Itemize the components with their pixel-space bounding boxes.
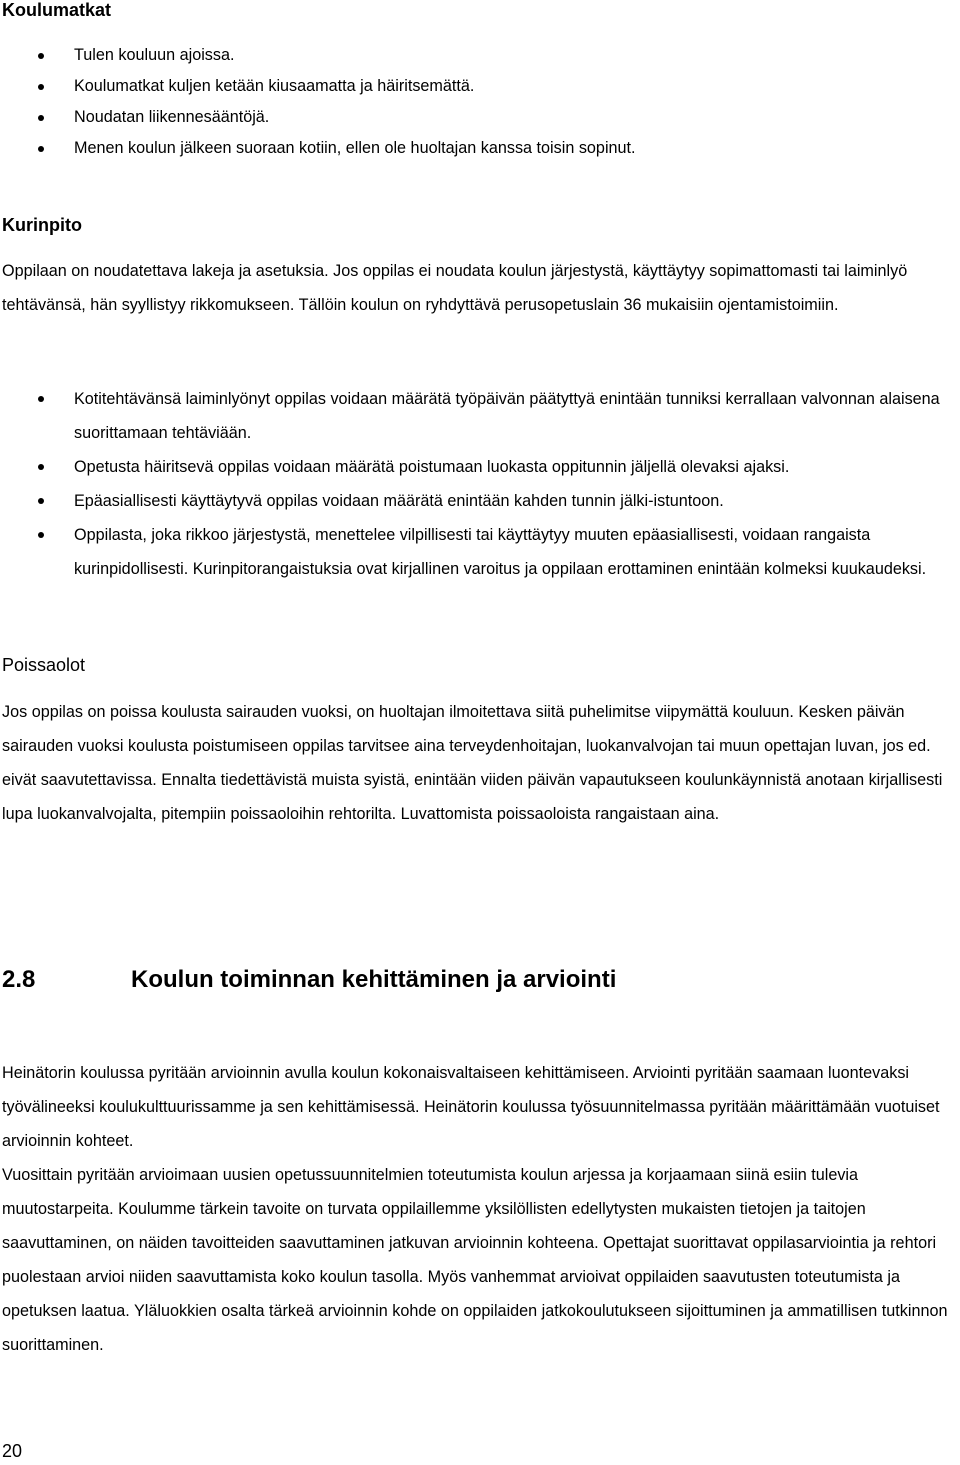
list-item: Noudatan liikennesääntöjä. (0, 102, 960, 133)
kurinpito-list (0, 382, 960, 586)
koulumatkat-list (0, 40, 960, 164)
bullet-icon (38, 464, 44, 470)
list-item: Kotitehtävänsä laiminlyönyt oppilas voidaan määrätä työpäivän päätyttyä enintään tunniksi kerrallaan valvonnan alaisena suorittamaan tehtäviään. (0, 382, 960, 450)
page-number: 20 (2, 1441, 23, 1461)
list-item: Tulen kouluun ajoissa. (0, 40, 960, 71)
section-paragraph-1: Heinätorin koulussa pyritään arvioinnin avulla koulun kokonaisvaltaiseen kehittämiseen. Arviointi pyritään saamaan luontevaksi työvälineeksi koulukulttuurissamme ja sen kehittämisessä. Heinätorin koulussa työsuunnitelmassa pyritään määrittämään vuotuiset arvioinnin kohteet. (2, 1064, 940, 1150)
heading-kurinpito: Kurinpito (2, 215, 82, 235)
list-item: Koulumatkat kuljen ketään kiusaamatta ja häiritsemättä. (0, 71, 960, 102)
bullet-icon (38, 84, 44, 90)
kurinpito-intro: Oppilaan on noudatettava lakeja ja asetuksia. Jos oppilas ei noudata koulun järjestystä, käyttäytyy sopimattomasti tai laiminlyö tehtävänsä, hän syyllistyy rikkomukseen. Tällöin koulun on ryhdyttävä perusopetuslain 36 mukaisiin ojentamistoimiin. (2, 262, 908, 314)
list-item: Opetusta häiritsevä oppilas voidaan määrätä poistumaan luokasta oppitunnin jäljellä olevaksi ajaksi. (0, 450, 960, 484)
bullet-icon (38, 396, 44, 402)
list-item: Oppilasta, joka rikkoo järjestystä, menettelee vilpillisesti tai käyttäytyy muuten epäasiallisesti, voidaan rangaista kurinpidollisesti. Kurinpitorangaistuksia ovat kirjallinen varoitus ja oppilaan erottaminen enintään kolmeksi kuukaudeksi. (0, 518, 960, 586)
poissaolot-text: Jos oppilas on poissa koulusta sairauden vuoksi, on huoltajan ilmoitettava siitä puhelimitse viipymättä kouluun. Kesken päivän sairauden vuoksi koulusta poistumiseen oppilas tarvitsee aina terveydenhoitajan, luokanvalvojan tai muun opettajan luvan, jos ed. eivät saavutettavissa. Ennalta tiedettävistä muista syistä, enintään viiden päivän vapautukseen koulunkäynnistä anotaan kirjallisesti lupa luokanvalvojalta, pitempiin poissaoloihin rehtorilta. Luvattomista poissaoloista rangaistaan aina. (2, 703, 943, 823)
heading-poissaolot: Poissaolot (2, 655, 86, 675)
bullet-icon (38, 53, 44, 59)
section-paragraph-2: Vuosittain pyritään arvioimaan uusien opetussuunnitelmien toteutumista koulun arjessa ja korjaamaan siinä esiin tulevia muutostarpeita. Koulumme tärkein tavoite on turvata oppilaillemme yksilöllisten edellytysten mukaisten tietojen ja taitojen saavuttaminen, on näiden tavoitteiden saavuttaminen jatkuvan arvioinnin kohteena. Opettajat suorittavat oppilasarviointia ja rehtori puolestaan arvioi niiden saavuttamista koko koulun tasolla. Myös vanhemmat arvioivat oppilaiden saavutusten toteutumista ja opetuksen laatua. Yläluokkien osalta tärkeä arvioinnin kohde on oppilaiden jatkokoulutukseen sijoittuminen ja ammatillisen tutkinnon suorittaminen. (2, 1166, 948, 1354)
bullet-icon (38, 498, 44, 504)
list-item: Menen koulun jälkeen suoraan kotiin, ellen ole huoltajan kanssa toisin sopinut. (0, 133, 960, 164)
list-item: Epäasiallisesti käyttäytyvä oppilas voidaan määrätä enintään kahden tunnin jälki-istuntoon. (0, 484, 960, 518)
section-number: 2.8 (2, 966, 36, 993)
bullet-icon (38, 532, 44, 538)
heading-koulumatkat: Koulumatkat (2, 0, 112, 20)
bullet-icon (38, 115, 44, 121)
bullet-icon (38, 146, 44, 152)
section-title: Koulun toiminnan kehittäminen ja arviointi (131, 966, 617, 993)
